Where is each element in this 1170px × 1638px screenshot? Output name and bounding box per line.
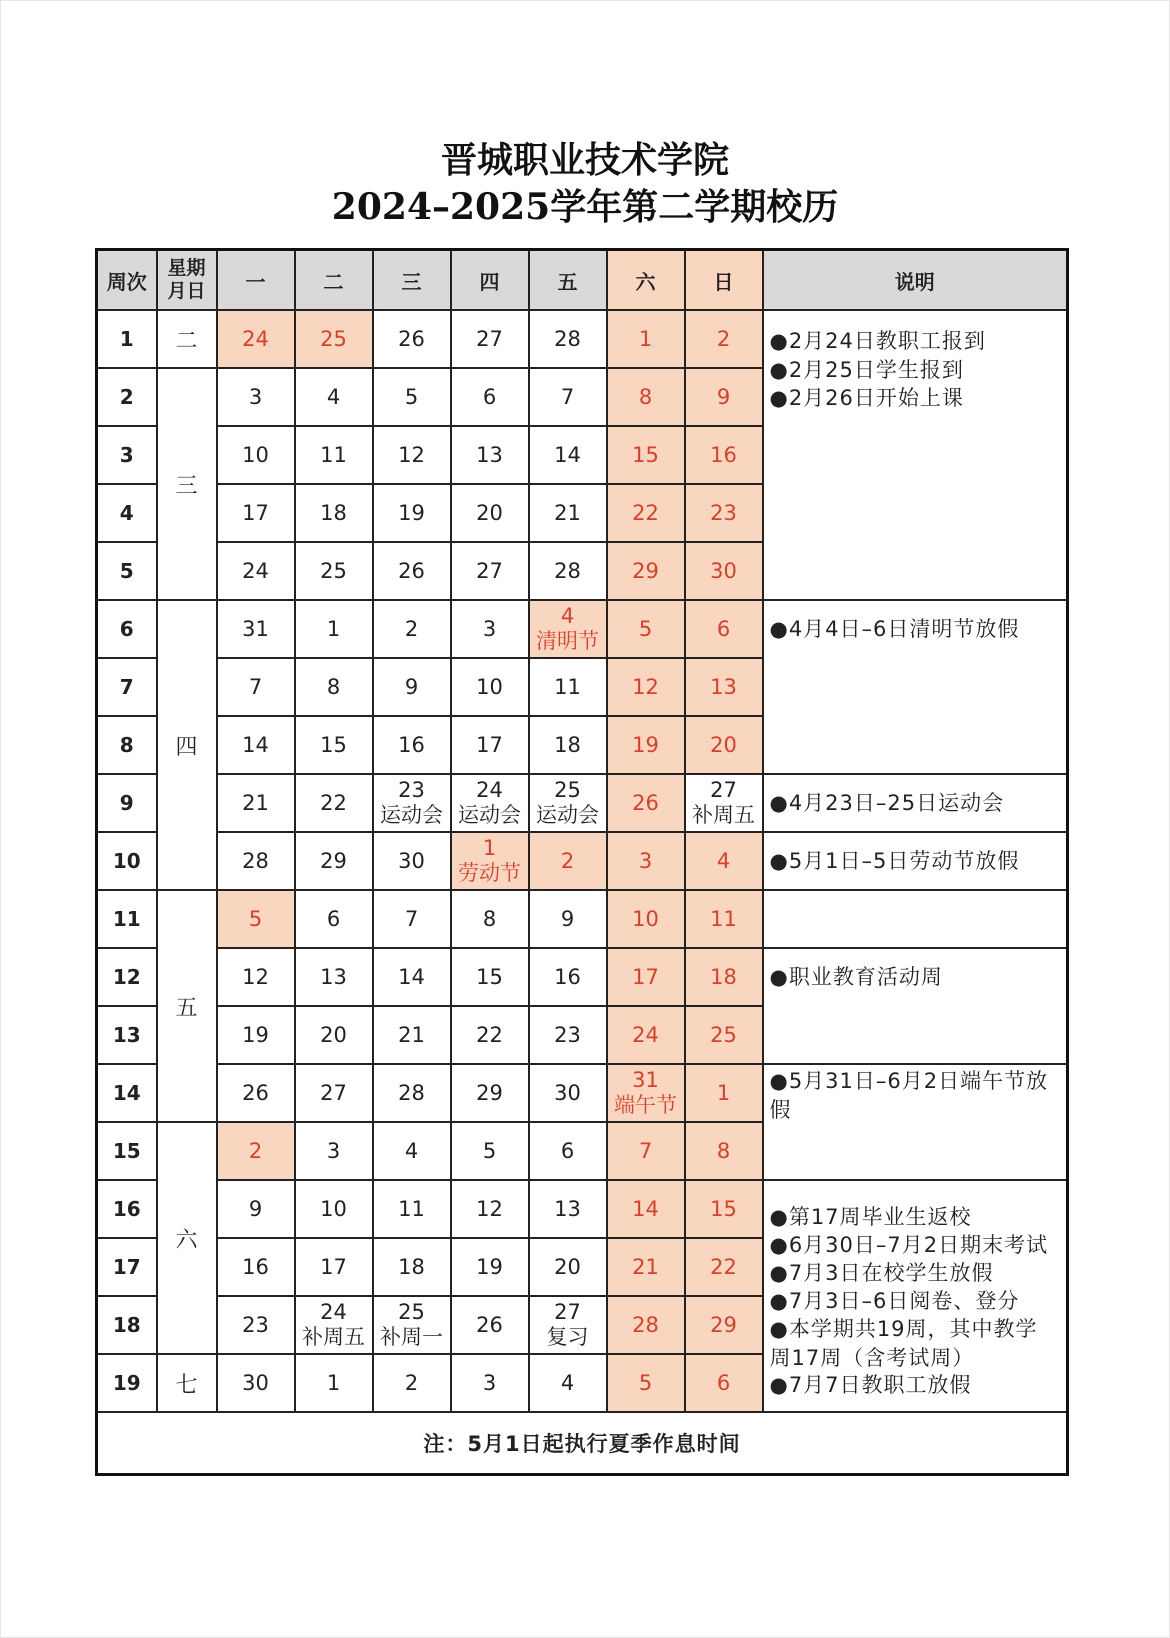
school-name-title: 晋城职业技术学院: [440, 139, 729, 181]
weekday-month-header: [157, 250, 217, 311]
day-cell-holiday: [529, 600, 607, 658]
day-cell: 2: [217, 1122, 295, 1180]
day-cell: 3: [451, 600, 529, 658]
day-cell: 30: [685, 542, 763, 600]
day-cell: 24: [217, 542, 295, 600]
day-cell: 11: [529, 658, 607, 716]
day-cell: 6: [529, 1122, 607, 1180]
week-row: [97, 1180, 1068, 1238]
day-cell: 14: [607, 1180, 685, 1238]
day-cell: 13: [451, 426, 529, 484]
day-label: 运动会: [458, 803, 521, 827]
day-label: 复习: [546, 1325, 589, 1349]
day-cell: 30: [529, 1064, 607, 1122]
day-cell: 29: [607, 542, 685, 600]
day-cell: 22: [685, 1238, 763, 1296]
note-item: ●5月31日–6月2日端午节放假: [769, 1069, 1049, 1122]
day-cell: 12: [217, 948, 295, 1006]
day-cell: 6: [451, 368, 529, 426]
week-number: 12: [97, 948, 157, 1006]
week-number: 5: [97, 542, 157, 600]
day-cell: 21: [217, 774, 295, 832]
day-cell: 7: [217, 658, 295, 716]
day-cell: 26: [373, 542, 451, 600]
day-number: 24: [320, 1300, 347, 1324]
day-cell: 9: [529, 890, 607, 948]
day-cell: 18: [295, 484, 373, 542]
day-cell: 1: [295, 1354, 373, 1412]
day-cell-event: [529, 1296, 607, 1354]
day-cell-event: [373, 774, 451, 832]
day-cell: 9: [373, 658, 451, 716]
week-number: 8: [97, 716, 157, 774]
day-cell-event: [685, 774, 763, 832]
week-row: [97, 1064, 1068, 1122]
footer-row: [97, 1412, 1068, 1475]
notes-cell: [763, 890, 1068, 948]
day-cell: 4: [373, 1122, 451, 1180]
note-item: ●本学期共19周，其中教学周17周（含考试周）: [769, 1317, 1038, 1370]
day-header-tue: 二: [295, 250, 373, 311]
day-cell: 23: [529, 1006, 607, 1064]
week-row: [97, 600, 1068, 658]
week-number: 17: [97, 1238, 157, 1296]
day-header-thu: 四: [451, 250, 529, 311]
day-label: 补周五: [692, 803, 755, 827]
note-item: ●7月3日–6日阅卷、登分: [769, 1289, 1020, 1313]
day-cell: 17: [217, 484, 295, 542]
day-cell: 13: [529, 1180, 607, 1238]
day-cell: 4: [685, 832, 763, 890]
day-cell: 11: [295, 426, 373, 484]
day-cell: 20: [685, 716, 763, 774]
week-number: 19: [97, 1354, 157, 1412]
note-item: ●2月25日学生报到: [769, 357, 964, 382]
day-cell: 13: [295, 948, 373, 1006]
day-cell: 26: [373, 310, 451, 368]
notes-cell: [763, 310, 1068, 600]
week-number: 15: [97, 1122, 157, 1180]
week-number: 16: [97, 1180, 157, 1238]
day-cell: 10: [607, 890, 685, 948]
day-cell: 20: [295, 1006, 373, 1064]
day-cell: 3: [217, 368, 295, 426]
day-cell: 12: [451, 1180, 529, 1238]
day-cell: 31: [217, 600, 295, 658]
day-cell: 23: [217, 1296, 295, 1354]
day-number: 1: [482, 836, 497, 860]
day-header-fri: 五: [529, 250, 607, 311]
day-cell: 11: [685, 890, 763, 948]
day-cell: 29: [685, 1296, 763, 1354]
day-number: 4: [560, 604, 575, 628]
day-cell: 16: [685, 426, 763, 484]
day-cell: 25: [685, 1006, 763, 1064]
day-cell: 28: [607, 1296, 685, 1354]
notes-cell: [763, 600, 1068, 774]
day-number: 31: [632, 1068, 659, 1092]
week-number: 10: [97, 832, 157, 890]
day-cell: 7: [529, 368, 607, 426]
header-row: [97, 250, 1068, 311]
week-row: [97, 310, 1068, 368]
day-label: 补周一: [380, 1325, 443, 1349]
day-cell: 30: [373, 832, 451, 890]
week-number: 6: [97, 600, 157, 658]
day-cell: 19: [217, 1006, 295, 1064]
day-cell: 18: [373, 1238, 451, 1296]
week-number: 13: [97, 1006, 157, 1064]
day-cell: 16: [217, 1238, 295, 1296]
day-cell-event: [451, 774, 529, 832]
day-header-wed: 三: [373, 250, 451, 311]
day-cell: 3: [607, 832, 685, 890]
week-number: 18: [97, 1296, 157, 1354]
day-cell: 15: [607, 426, 685, 484]
day-label: 清明节: [536, 629, 599, 653]
note-item: ●7月3日在校学生放假: [769, 1261, 994, 1285]
week-row: [97, 774, 1068, 832]
school-calendar-table: [95, 248, 1069, 1476]
day-cell: 28: [217, 832, 295, 890]
day-cell: 9: [685, 368, 763, 426]
day-label: 运动会: [536, 803, 599, 827]
week-number: 11: [97, 890, 157, 948]
day-label: 劳动节: [458, 861, 521, 885]
day-cell: 26: [607, 774, 685, 832]
day-cell: 8: [295, 658, 373, 716]
day-cell: 15: [295, 716, 373, 774]
day-cell: 21: [607, 1238, 685, 1296]
day-cell: 1: [295, 600, 373, 658]
day-number: 24: [476, 778, 503, 802]
month-label: 四: [157, 600, 217, 890]
day-cell: 10: [451, 658, 529, 716]
notes-cell: [763, 774, 1068, 832]
day-cell: 22: [607, 484, 685, 542]
day-number: 23: [398, 778, 425, 802]
day-cell: 10: [217, 426, 295, 484]
day-cell: 5: [607, 600, 685, 658]
day-cell: 12: [373, 426, 451, 484]
note-item: ●4月23日–25日运动会: [769, 791, 1005, 815]
day-cell: 16: [373, 716, 451, 774]
day-cell: 2: [373, 1354, 451, 1412]
week-row: [97, 890, 1068, 948]
week-number: 3: [97, 426, 157, 484]
month-label: 六: [157, 1122, 217, 1354]
day-cell: 18: [685, 948, 763, 1006]
day-cell: 28: [373, 1064, 451, 1122]
week-number: 7: [97, 658, 157, 716]
week-row: [97, 948, 1068, 1006]
note-item: ●职业教育活动周: [769, 965, 943, 989]
day-cell: 17: [607, 948, 685, 1006]
day-number: 25: [554, 778, 581, 802]
day-cell: 10: [295, 1180, 373, 1238]
day-cell: 20: [529, 1238, 607, 1296]
notes-cell: [763, 1180, 1068, 1412]
day-cell: 5: [607, 1354, 685, 1412]
day-cell: 1: [607, 310, 685, 368]
day-cell: 19: [451, 1238, 529, 1296]
day-cell: 22: [295, 774, 373, 832]
day-number: 27: [554, 1300, 581, 1324]
day-cell: 27: [451, 310, 529, 368]
note-item: ●2月24日教职工报到: [769, 329, 986, 353]
day-number: 25: [398, 1300, 425, 1324]
day-cell-holiday: [451, 832, 529, 890]
day-cell: 3: [451, 1354, 529, 1412]
day-cell-holiday: [607, 1064, 685, 1122]
weekday-header-label: 星期: [167, 257, 206, 279]
week-number: 1: [97, 310, 157, 368]
day-cell: 22: [451, 1006, 529, 1064]
day-cell: 29: [295, 832, 373, 890]
note-item: ●第17周毕业生返校: [769, 1205, 972, 1229]
day-cell: 17: [295, 1238, 373, 1296]
day-cell: 24: [607, 1006, 685, 1064]
day-cell: 2: [685, 310, 763, 368]
day-cell: 8: [685, 1122, 763, 1180]
week-number-header: 周次: [97, 250, 157, 311]
day-cell: 23: [685, 484, 763, 542]
day-cell: 25: [295, 310, 373, 368]
day-cell: 1: [685, 1064, 763, 1122]
day-cell: 28: [529, 542, 607, 600]
day-cell: 4: [295, 368, 373, 426]
month-label: 二: [157, 310, 217, 368]
day-cell: 2: [529, 832, 607, 890]
day-label: 补周五: [302, 1325, 365, 1349]
week-number: 14: [97, 1064, 157, 1122]
day-cell: 6: [295, 890, 373, 948]
day-cell: 14: [217, 716, 295, 774]
day-cell: 20: [451, 484, 529, 542]
day-cell: 5: [373, 368, 451, 426]
day-cell: 18: [529, 716, 607, 774]
week-number: 4: [97, 484, 157, 542]
day-cell: 26: [217, 1064, 295, 1122]
day-cell: 2: [373, 600, 451, 658]
day-cell: 29: [451, 1064, 529, 1122]
day-cell: 16: [529, 948, 607, 1006]
month-header-label: 月日: [167, 280, 206, 302]
day-cell: 27: [295, 1064, 373, 1122]
day-cell: 7: [373, 890, 451, 948]
month-label: 七: [157, 1354, 217, 1412]
day-cell: 4: [529, 1354, 607, 1412]
day-header-sat: 六: [607, 250, 685, 311]
day-label: 运动会: [380, 803, 443, 827]
day-cell: 9: [217, 1180, 295, 1238]
day-cell: 6: [685, 600, 763, 658]
day-cell: 11: [373, 1180, 451, 1238]
day-cell: 8: [607, 368, 685, 426]
notes-cell: [763, 832, 1068, 890]
day-cell: 7: [607, 1122, 685, 1180]
month-label: 三: [157, 368, 217, 600]
day-cell: 15: [451, 948, 529, 1006]
day-cell-event: [295, 1296, 373, 1354]
week-number: 2: [97, 368, 157, 426]
day-cell: 17: [451, 716, 529, 774]
note-item: ●7月7日教职工放假: [769, 1373, 972, 1397]
day-cell: 21: [529, 484, 607, 542]
day-cell: 28: [529, 310, 607, 368]
day-cell: 19: [607, 716, 685, 774]
day-cell: 5: [451, 1122, 529, 1180]
day-cell: 6: [685, 1354, 763, 1412]
note-item: ●2月26日开始上课: [769, 386, 964, 410]
day-cell: 14: [373, 948, 451, 1006]
semester-calendar-title: 2024–2025学年第二学期校历: [331, 186, 839, 228]
notes-cell: [763, 948, 1068, 1064]
day-cell: 3: [295, 1122, 373, 1180]
notes-header: 说明: [763, 250, 1068, 311]
notes-cell: [763, 1064, 1068, 1180]
day-header-sun: 日: [685, 250, 763, 311]
day-cell: 30: [217, 1354, 295, 1412]
day-cell: 24: [217, 310, 295, 368]
day-cell: 27: [451, 542, 529, 600]
day-cell: 5: [217, 890, 295, 948]
footer-note: 注：5月1日起执行夏季作息时间: [97, 1412, 1068, 1475]
note-item: ●5月1日–5日劳动节放假: [769, 849, 1020, 873]
day-cell: 21: [373, 1006, 451, 1064]
note-item: ●4月4日–6日清明节放假: [769, 617, 1020, 641]
day-cell-event: [373, 1296, 451, 1354]
day-label: 端午节: [614, 1093, 677, 1117]
day-number: 27: [710, 778, 737, 802]
day-cell: 26: [451, 1296, 529, 1354]
day-cell-event: [529, 774, 607, 832]
day-cell: 13: [685, 658, 763, 716]
day-cell: 19: [373, 484, 451, 542]
day-cell: 15: [685, 1180, 763, 1238]
day-header-mon: 一: [217, 250, 295, 311]
week-row: [97, 832, 1068, 890]
day-cell: 14: [529, 426, 607, 484]
day-cell: 12: [607, 658, 685, 716]
week-number: 9: [97, 774, 157, 832]
month-label: 五: [157, 890, 217, 1122]
note-item: ●6月30日–7月2日期末考试: [769, 1233, 1049, 1257]
day-cell: 25: [295, 542, 373, 600]
day-cell: 8: [451, 890, 529, 948]
